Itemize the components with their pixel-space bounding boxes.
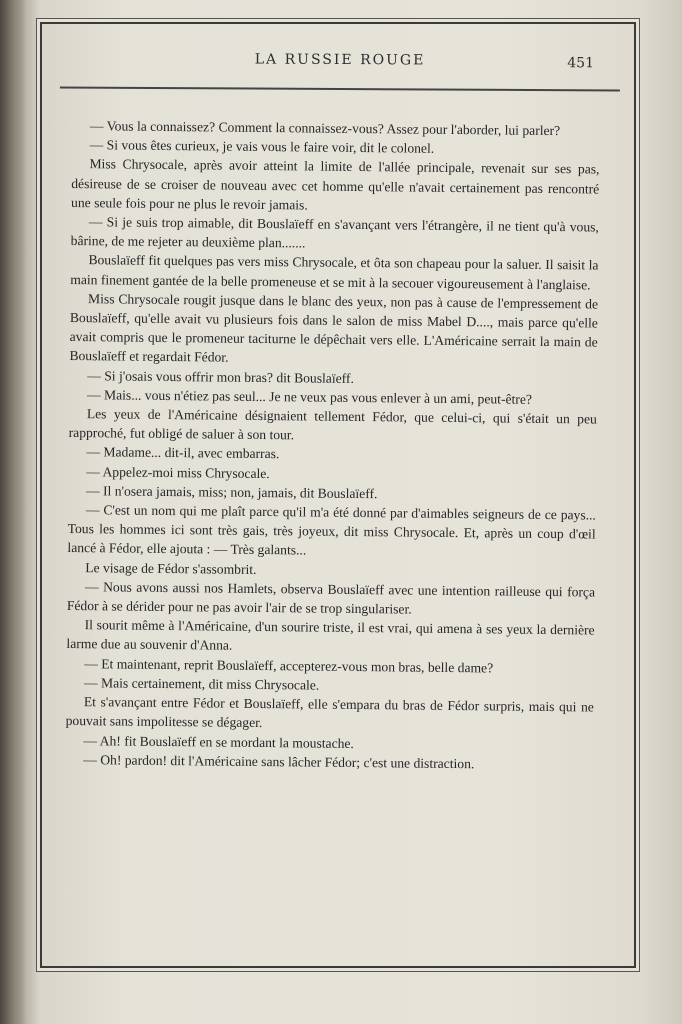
paragraph: — Madame... dit-il, avec embarras.: [86, 444, 280, 462]
running-title: LA RUSSIE ROUGE: [254, 51, 426, 69]
paragraph: — Si vous êtes curieux, je vais vous le faire voir, dit le colonel.: [89, 137, 435, 156]
paragraph: — Appelez-moi miss Chrysocale.: [86, 463, 270, 481]
paragraph: — C'est un nom qui me plaît parce qu'il m'a été donné par d'aimables seigneurs de ce pays... Tous les hommes ici sont très gais, très joyeux, dit miss Chrysocale. Et, après un coup d'œil lancé à Fédor, elle ajouta : — Très galants...: [67, 502, 596, 558]
paragraph: — Si je suis trop aimable, dit Bouslaïeff en s'avançant vers l'étrangère, il ne tient qu'à vous, bârine, de me rejeter au deuxième plan.......: [70, 214, 599, 251]
paragraph: Miss Chrysocale rougit jusque dans le blanc des yeux, non pas à cause de l'empressement de Bouslaïeff, qu'elle avait vu plusieurs fois dans le salon de miss Mabel D...., mais parce qu'elle avait compris que le promeneur taciturne le dépêchait vers elle. L'Américaine serrait la main de Bouslaïeff et regardait Fédor.: [69, 291, 599, 366]
paragraph: — Il n'osera jamais, miss; non, jamais, dit Bouslaïeff.: [86, 483, 378, 502]
paragraph: Il sourit même à l'Américaine, d'un sourire triste, il est vrai, qui amena à ses yeux la dernière larme due au souvenir d'Anna.: [66, 617, 595, 654]
paragraph: — Ah! fit Bouslaïeff en se mordant la moustache.: [83, 732, 354, 751]
paragraph: — Mais... vous n'étiez pas seul... Je ne veux pas vous enlever à un ami, peut-être?: [87, 387, 533, 407]
body-text: [65, 116, 600, 774]
paragraph: Le visage de Fédor s'assombrit.: [85, 559, 257, 577]
paragraph: Miss Chrysocale, après avoir atteint la limite de l'allée principale, revenait sur ses pas, désireuse de se croiser de nouveau avec cet homme qu'elle n'avait certainement pas rencontré une seule fois pour ne plus le revoir jamais.: [71, 156, 600, 213]
book-spine-shadow: [0, 0, 26, 1024]
paragraph: Bouslaïeff fit quelques pas vers miss Chrysocale, et ôta son chapeau pour la saluer. Il saisit la main finement gantée de la belle promeneuse et se mit à la secouer vigoureusement à l'anglaise.: [70, 252, 599, 293]
paragraph: Les yeux de l'Américaine désignaient tellement Fédor, que celui-ci, qui s'était un peu rapproché, fut obligé de saluer à son tour.: [68, 406, 597, 443]
paragraph: — Mais certainement, dit miss Chrysocale.: [83, 675, 320, 693]
paragraph: — Oh! pardon! dit l'Américaine sans lâcher Fédor; c'est une distraction.: [83, 751, 475, 771]
paragraph: — Vous la connaissez? Comment la connaissez-vous? Assez pour l'aborder, lui parler?: [89, 118, 561, 139]
paragraph: Et s'avançant entre Fédor et Bouslaïeff, elle s'empara du bras de Fédor surpris, mais qui ne pouvait sans impolitesse se dégager.: [65, 694, 594, 731]
page-number: 451: [567, 55, 595, 72]
page-header: [60, 47, 620, 92]
paragraph: — Et maintenant, reprit Bouslaïeff, accepterez-vous mon bras, belle dame?: [84, 655, 494, 676]
paragraph: — Nous avons aussi nos Hamlets, observa Bouslaïeff avec une intention railleuse qui força Fédor à se dérider pour ne pas avoir l'air de se trop singulariser.: [66, 579, 596, 617]
paragraph: — Si j'osais vous offrir mon bras? dit Bouslaïeff.: [87, 367, 354, 386]
